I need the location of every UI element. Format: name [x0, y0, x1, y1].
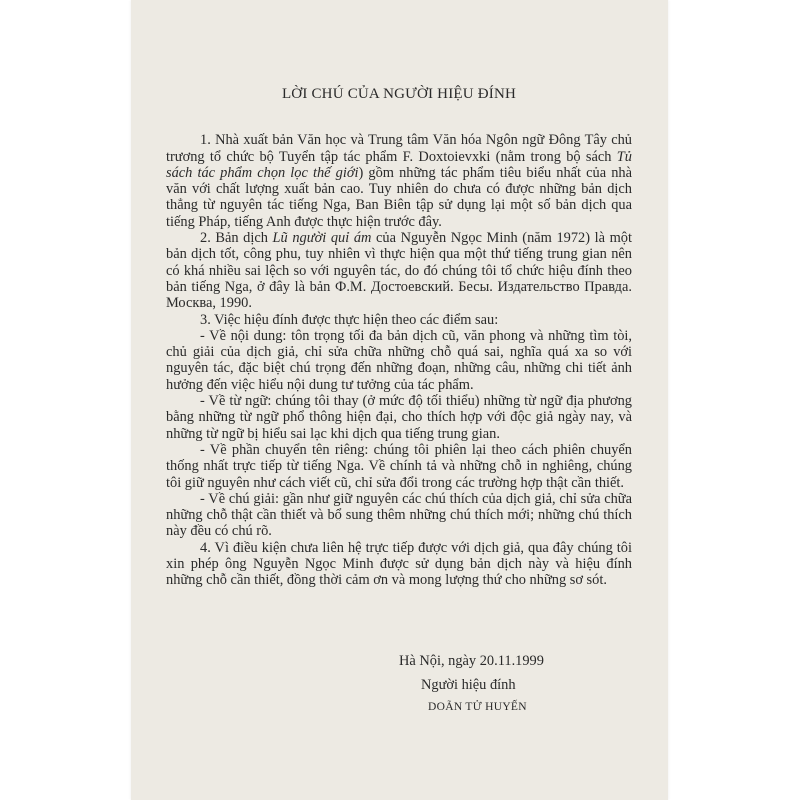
paragraph-3: 3. Việc hiệu đính được thực hiện theo các điểm sau: [200, 311, 499, 328]
paragraph-notes-point: - Về chú giải: gần như giữ nguyên các chú thích của dịch giả, chỉ sửa chữa những chỗ thật cần thiết và bổ sung thêm những chú thích mới; những chú thích này đều có chú rõ. [166, 490, 632, 540]
place-date: Hà Nội, ngày 20.11.1999 [399, 653, 544, 669]
paragraph-4: 4. Vì điều kiện chưa liên hệ trực tiếp được với dịch giả, qua đây chúng tôi xin phép ông Nguyễn Ngọc Minh được sử dụng bản dịch này và hiệu đính những chỗ cần thiết, đồng thời cảm ơn và mong lượng thứ cho những sơ sót. [166, 539, 632, 589]
signature-block [390, 649, 600, 717]
paragraph-wording-point: - Về từ ngữ: chúng tôi thay (ở mức độ tối thiểu) những từ ngữ địa phương bằng những từ ngữ phổ thông hiện đại, cho thích hợp với độc giả ngày nay, và những từ ngữ bị hiểu sai lạc khi dịch qua tiếng trung gian. [166, 393, 632, 442]
page-content [166, 86, 632, 589]
book-page [131, 0, 668, 800]
signer-name: DOÃN TỬ HUYẾN [428, 701, 527, 713]
book-series-title: Tủ sách tác phẩm chọn lọc thế giới [166, 148, 632, 181]
paragraph-2: 2. Bản dịch Lũ người quỉ ám của Nguyễn Ngọc Minh (năm 1972) là một bản dịch tốt, công phu, tuy nhiên vì thực hiện qua một thứ tiếng trung gian nên có khá nhiều sai lệch so với nguyên tác, do đó chúng tôi tổ chức hiệu đính theo bản tiếng Nga, ở đây là bản Ф.М. Достоевский. Бесы. Издательство Правда. Москва, 1990. [166, 230, 633, 312]
paragraph-names-point: - Về phần chuyển tên riêng: chúng tôi phiên lại theo cách phiên chuyển thống nhất trực tiếp từ tiếng Nga. Về chính tả và những chỗ in nghiêng, chúng tôi giữ nguyên như cách viết cũ, chỉ sửa đổi trong các trường hợp thật cần thiết. [166, 441, 632, 491]
signer-role: Người hiệu đính [421, 677, 516, 693]
work-title: Lũ người quỉ ám [272, 230, 372, 247]
paragraph-content-point: - Về nội dung: tôn trọng tối đa bản dịch cũ, văn phong và những tìm tòi, chủ giải của dịch giả, chỉ sửa chữa những chỗ quá sai, nghĩa quá xa so với nguyên tác, đặc biệt chú trọng đến những đoạn, những câu, những chi tiết ảnh hưởng đến việc hiểu nội dung tư tưởng của tác phẩm. [166, 327, 632, 393]
paragraph-1: 1. Nhà xuất bản Văn học và Trung tâm Văn hóa Ngôn ngữ Đông Tây chủ trương tổ chức bộ Tuyển tập tác phẩm F. Doxtoievxki (nằm trong bộ sách Tủ sách tác phẩm chọn lọc thế giới) gồm những tác phẩm tiêu biểu nhất của nhà văn với chất lượng xuất bản cao. Tuy nhiên do chưa có được những bản dịch thẳng từ nguyên tác tiếng Nga, Ban Biên tập sử dụng lại một số bản dịch qua tiếng Pháp, tiếng Anh được thực hiện trước đây. [166, 132, 632, 230]
page-title: LỜI CHÚ CỦA NGƯỜI HIỆU ĐÍNH [281, 86, 517, 102]
